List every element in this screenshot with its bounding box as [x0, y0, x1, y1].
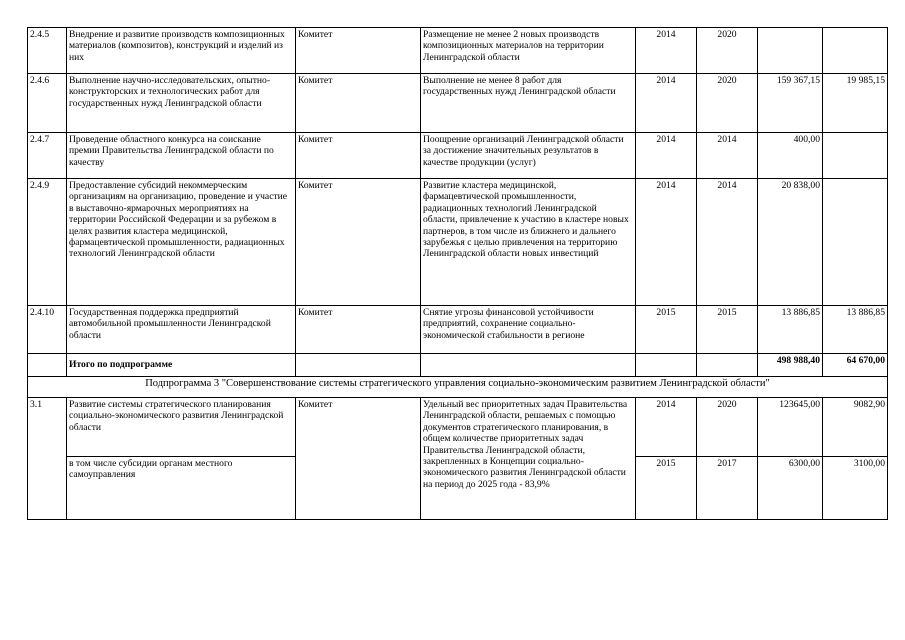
row-end-year: 2014: [697, 179, 758, 306]
row-amount-year: 9082,90: [823, 398, 888, 457]
row-amount-year: [823, 133, 888, 179]
row-end-year: 2020: [697, 28, 758, 74]
row-executor: Комитет: [296, 306, 421, 354]
row-id: 2.4.7: [28, 133, 67, 179]
table-row: [28, 179, 888, 306]
row-executor: Комитет: [296, 398, 421, 520]
row-end-year: 2020: [697, 74, 758, 133]
row-executor: Комитет: [296, 179, 421, 306]
row-id: 2.4.10: [28, 306, 67, 354]
total-row: [28, 354, 888, 377]
row-amount-total: 13 886,85: [758, 306, 823, 354]
row-amount-total: 20 838,00: [758, 179, 823, 306]
row-id: 2.4.5: [28, 28, 67, 74]
row-id: 2.4.6: [28, 74, 67, 133]
row-name: Выполнение научно-исследовательских, опытно-конструкторских и технологических работ для государственных нужд Ленинградской области: [67, 74, 296, 133]
subprogram-title: Подпрограмма 3 "Совершенствование системы стратегического управления социально-экономическим развитием Ленинградской области": [28, 377, 888, 398]
row-amount-total: 159 367,15: [758, 74, 823, 133]
row-executor: Комитет: [296, 28, 421, 74]
row-name: Проведение областного конкурса на соискание премии Правительства Ленинградской области по качеству: [67, 133, 296, 179]
row-result: Развитие кластера медицинской, фармацевтической промышленности, радиационных технологий Ленинградской области, привлечение к участию в кластере новых партнеров, в том числе из ближнего и дальнего зарубежья с целью привлечения на территорию Ленинградской области новых инвестиций: [421, 179, 636, 306]
row-name: Государственная поддержка предприятий автомобильной промышленности Ленинградской области: [67, 306, 296, 354]
table-row: [28, 133, 888, 179]
row-result: Выполнение не менее 8 работ для государственных нужд Ленинградской области: [421, 74, 636, 133]
row-start-year: 2014: [636, 74, 697, 133]
row-start-year: 2015: [636, 457, 697, 520]
row-start-year: 2014: [636, 179, 697, 306]
row-result: Удельный вес приоритетных задач Правительства Ленинградской области, решаемых с помощью документов стратегического планирования, в общем количестве приоритетных задач Правительства Ленинградской области, закрепленных в Концепции социально-экономического развития Ленинградской области на период до 2025 года - 83,9%: [421, 398, 636, 520]
row-amount-year: [823, 179, 888, 306]
subprogram-row: [28, 377, 888, 398]
row-amount-year: 3100,00: [823, 457, 888, 520]
row-name: Внедрение и развитие производств композиционных материалов (композитов), конструкций и изделий из них: [67, 28, 296, 74]
row-executor: Комитет: [296, 74, 421, 133]
row-amount-year: [823, 28, 888, 74]
row-amount-year: 13 886,85: [823, 306, 888, 354]
row-amount-year: 19 985,15: [823, 74, 888, 133]
total-amount-year: 64 670,00: [823, 354, 888, 377]
total-label: Итого по подпрограмме: [67, 354, 296, 377]
program-table: [27, 27, 888, 520]
row-id: 3.1: [28, 398, 67, 520]
table-row: [28, 306, 888, 354]
row-amount-total: [758, 28, 823, 74]
row-amount-total: 123645,00: [758, 398, 823, 457]
row-amount-total: 6300,00: [758, 457, 823, 520]
row-start-year: 2014: [636, 28, 697, 74]
table-row: [28, 74, 888, 133]
row-end-year: 2017: [697, 457, 758, 520]
row-executor: Комитет: [296, 133, 421, 179]
row-start-year: 2014: [636, 133, 697, 179]
row-result: Снятие угрозы финансовой устойчивости предприятий, сохранение социально-экономической стабильности в регионе: [421, 306, 636, 354]
table-row: [28, 28, 888, 74]
table-row: [28, 398, 888, 457]
total-amount-total: 498 988,40: [758, 354, 823, 377]
row-name-sub: в том числе субсидии органам местного самоуправления: [67, 457, 296, 520]
row-start-year: 2014: [636, 398, 697, 457]
row-result: Размещение не менее 2 новых производств композиционных материалов на территории Ленинградской области: [421, 28, 636, 74]
row-amount-total: 400,00: [758, 133, 823, 179]
row-name: Развитие системы стратегического планирования социально-экономического развития Ленинградской области: [67, 398, 296, 457]
row-name: Предоставление субсидий некоммерческим организациям на организацию, проведение и участие в выставочно-ярмарочных мероприятиях на территории Российской Федерации и за рубежом в целях развития кластера медицинской, фармацевтической промышленности, радиационных технологий Ленинградской области: [67, 179, 296, 306]
row-end-year: 2020: [697, 398, 758, 457]
row-end-year: 2015: [697, 306, 758, 354]
row-end-year: 2014: [697, 133, 758, 179]
row-start-year: 2015: [636, 306, 697, 354]
row-id: 2.4.9: [28, 179, 67, 306]
row-result: Поощрение организаций Ленинградской области за достижение значительных результатов в качестве продукции (услуг): [421, 133, 636, 179]
